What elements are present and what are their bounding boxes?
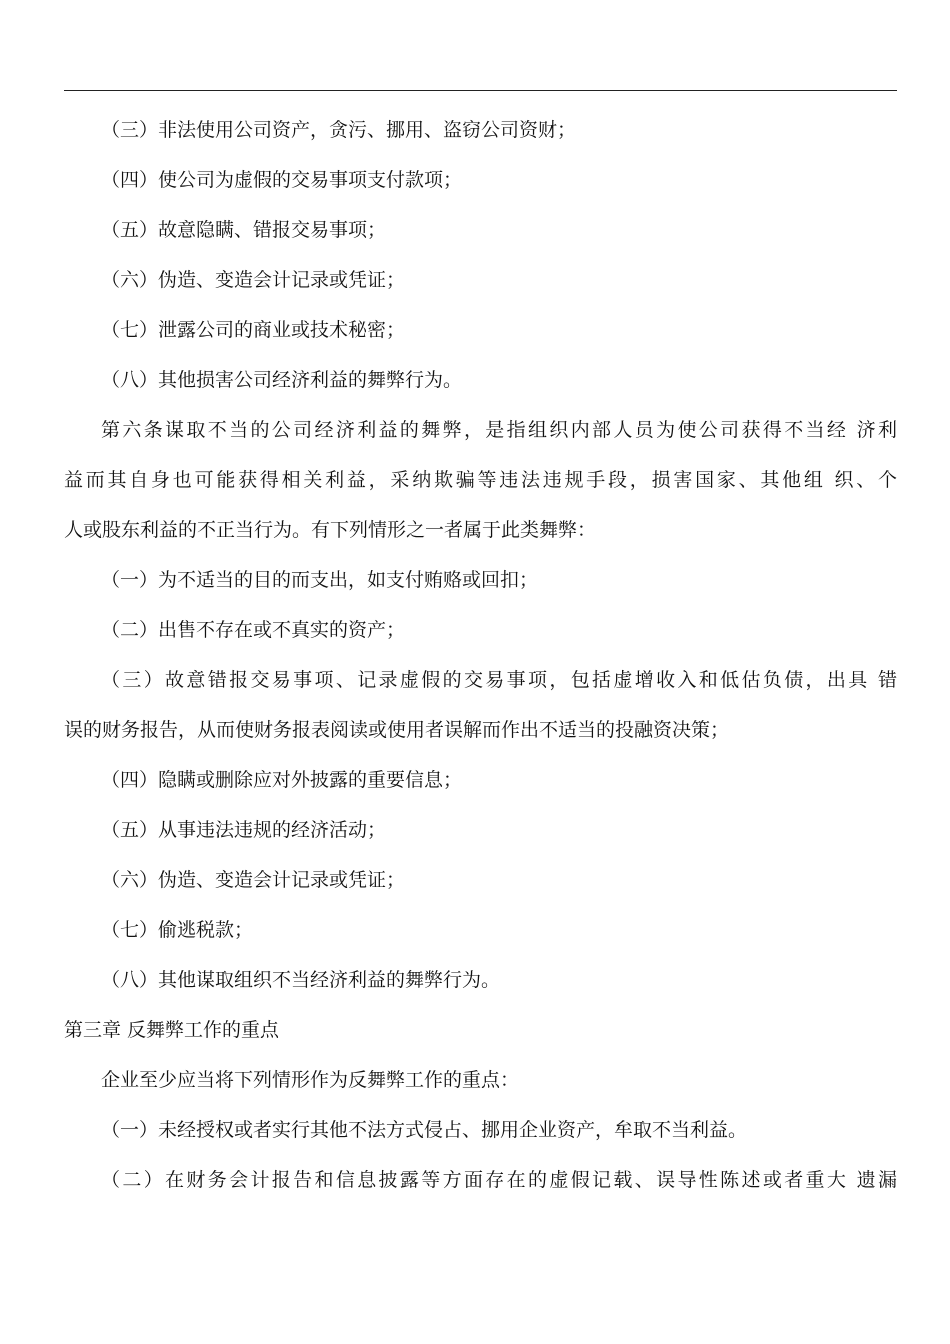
list-item-multiline [64,655,897,755]
list-item: （二）在财务会计报告和信息披露等方面存在的虚假记载、误导性陈述或者重大 遗漏 [101,1169,897,1191]
list-item: （六）伪造、变造会计记录或凭证； [101,269,406,291]
paragraph-line: 人或股东利益的不正当行为。有下列情形之一者属于此类舞弊： [64,519,597,541]
list-item: （六）伪造、变造会计记录或凭证； [101,869,406,891]
document-body [64,105,897,1205]
list-item: （八）其他损害公司经济利益的舞弊行为。 [101,369,463,391]
list-item: （二）出售不存在或不真实的资产； [101,619,406,641]
list-item: （七）偷逃税款； [101,919,254,941]
list-item: （七）泄露公司的商业或技术秘密； [101,319,406,341]
paragraph-line: 益而其自身也可能获得相关利益，采纳欺骗等违法违规手段，损害国家、其他组 织、个 [64,469,897,491]
chapter-heading: 第三章 反舞弊工作的重点 [64,1019,280,1041]
header-rule [64,90,897,91]
article-6-paragraph [64,405,897,555]
paragraph-line: 误的财务报告，从而使财务报表阅读或使用者误解而作出不适当的投融资决策； [64,719,730,741]
paragraph-line: 第六条谋取不当的公司经济利益的舞弊，是指组织内部人员为使公司获得不当经 济利 [101,419,897,441]
list-item: （一）为不适当的目的而支出，如支付贿赂或回扣； [101,569,539,591]
list-item: （五）从事违法违规的经济活动； [101,819,387,841]
intro-paragraph: 企业至少应当将下列情形作为反舞弊工作的重点： [101,1069,520,1091]
list-item: （五）故意隐瞒、错报交易事项； [101,219,387,241]
paragraph-line: （三）故意错报交易事项、记录虚假的交易事项，包括虚增收入和低估负债，出具 错 [101,669,897,691]
list-item: （一）未经授权或者实行其他不法方式侵占、挪用企业资产，牟取不当利益。 [101,1119,748,1141]
list-item: （八）其他谋取组织不当经济利益的舞弊行为。 [101,969,501,991]
list-item: （四）隐瞒或删除应对外披露的重要信息； [101,769,463,791]
list-item: （四）使公司为虚假的交易事项支付款项； [101,169,463,191]
list-item: （三）非法使用公司资产，贪污、挪用、盗窃公司资财； [101,119,577,141]
